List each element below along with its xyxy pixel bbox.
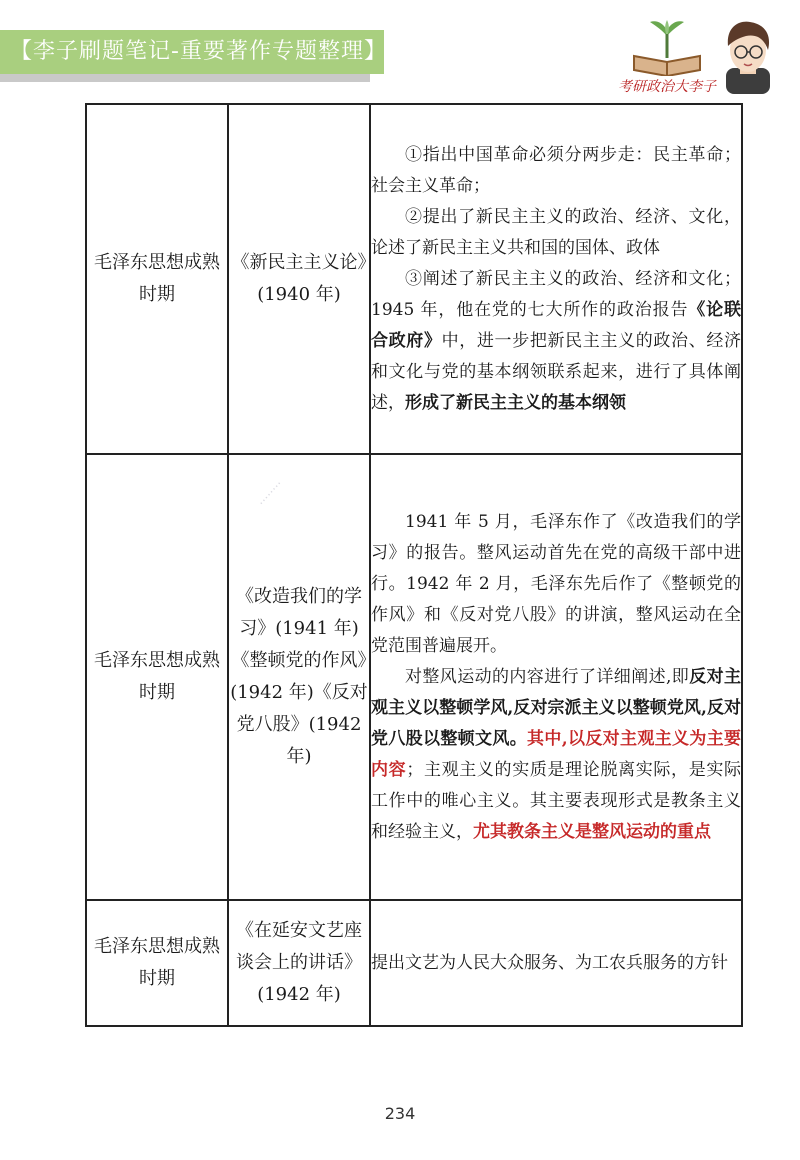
desc-text: 对整风运动的内容进行了详细阐述,即 [405,666,690,687]
desc-text: 中，进一步把新民主主义的政治、经济和文化与党的基本纲领联系起来，进行了具体阐述， [371,330,742,413]
work-cell: 《新民主主义论》(1940 年) [228,104,370,454]
description-cell [370,900,742,1026]
header-shadow [0,74,370,82]
logo-text: 考研政治大李子 [618,79,716,95]
desc-paragraph: 1941 年 5 月，毛泽东作了《改造我们的学习》的报告。整风运动首先在党的高级干部中进行。1942 年 2 月，毛泽东先后作了《整顿党的作风》和《反对党八股》的讲演，整风运动在全党范围普遍展开。 [371,511,741,656]
desc-paragraph: 提出文艺为人民大众服务、为工农兵服务的方针 [371,952,728,973]
description-cell [370,454,742,900]
period-cell: 毛泽东思想成熟时期 [86,454,228,900]
period-cell: 毛泽东思想成熟时期 [86,900,228,1026]
desc-text: ③阐述了新民主主义的政治、经济和文化；1945 年，他在党的七大所作的政治报告 [371,268,741,320]
avatar [720,18,776,94]
period-cell: 毛泽东思想成熟时期 [86,104,228,454]
notes-table [85,103,743,1027]
page-number: 234 [384,1104,416,1123]
work-cell: 《改造我们的学习》(1941 年)《整顿党的作风》(1942 年)《反对党八股》(1942 年) [228,454,370,900]
avatar-portrait-icon [720,18,776,94]
desc-bold-text: 《论联合政府》 [371,299,741,351]
desc-paragraph: ①指出中国革命必须分两步走：民主革命；社会主义革命； [371,144,741,196]
desc-paragraph [371,662,741,848]
table-row [86,454,742,900]
desc-text: ；主观主义的实质是理论脱离实际，是实际工作中的唯心主义。其主要表现形式是教条主义和经验主义， [371,759,742,842]
desc-paragraph: ②提出了新民主主义的政治、经济、文化，论述了新民主主义共和国的国体、政体 [371,206,741,258]
desc-paragraph [371,264,741,419]
table-row [86,104,742,454]
table-row [86,900,742,1026]
header-title: 【李子刷题笔记-重要著作专题整理】 [10,39,387,64]
description-cell [370,104,742,454]
desc-red-text: 尤其教条主义是整风运动的重点 [473,821,711,842]
desc-bold-text: 反对主观主义以整顿学风,反对宗派主义以整顿党风,反对党八股以整顿文风。 [371,666,742,749]
book-plant-icon [612,18,722,76]
work-cell: 《在延安文艺座谈会上的讲话》(1942 年) [228,900,370,1026]
watermark: ········ [255,477,286,510]
brand-logo [612,18,722,96]
desc-red-text: 其中,以反对主观主义为主要内容 [371,728,742,780]
desc-bold-text: 形成了新民主主义的基本纲领 [405,392,626,413]
